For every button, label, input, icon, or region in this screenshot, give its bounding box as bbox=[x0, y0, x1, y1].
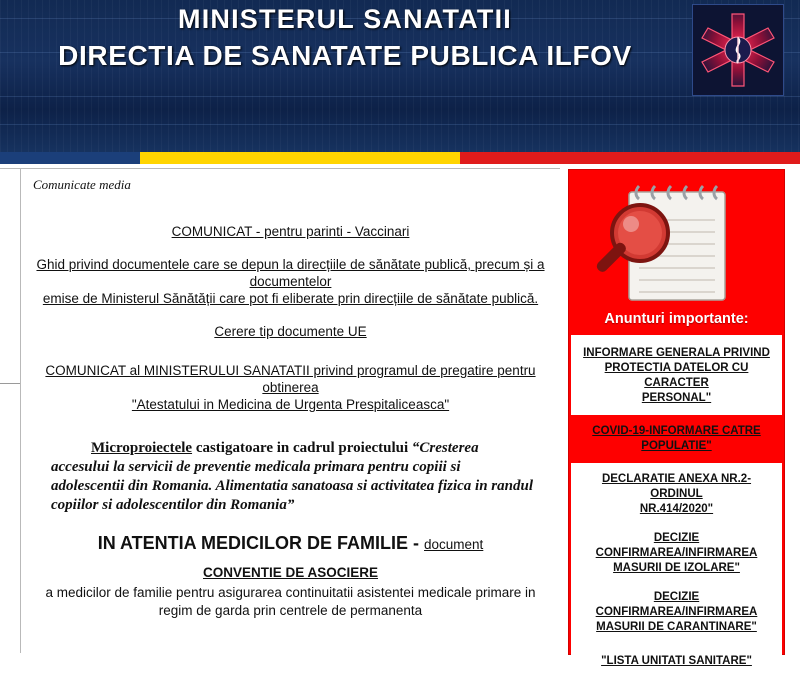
frame-line-top-left bbox=[0, 168, 20, 169]
link-line: DECIZIE CONFIRMAREA/INFIRMAREA bbox=[595, 591, 758, 618]
link-comunicat-urgenta-line2[interactable]: "Atestatului in Medicina de Urgenta Prespitaliceasca" bbox=[131, 397, 450, 412]
banner-title-block bbox=[0, 2, 690, 74]
stripe-seg bbox=[460, 152, 800, 164]
link-lista-unitati-sanitare[interactable] bbox=[571, 642, 782, 676]
link-comunicat-parinti-vaccinari[interactable]: COMUNICAT - pentru parinti - Vaccinari bbox=[171, 224, 410, 239]
link-comunicat-urgenta-line1[interactable]: COMUNICAT al MINISTERULUI SANATATII privind programul de pregatire pentru obtinerea bbox=[45, 363, 536, 395]
link-decizie-izolare[interactable] bbox=[571, 524, 782, 583]
link-microproiecte[interactable]: Microproiectele bbox=[91, 440, 193, 456]
institution-title: DIRECTIA DE SANATATE PUBLICA ILFOV bbox=[58, 40, 632, 71]
link-line: PERSONAL" bbox=[641, 392, 712, 404]
microproiecte-text-plain: castigatoare in cadrul proiectului bbox=[192, 440, 412, 456]
link-declaratie-anexa-2[interactable] bbox=[571, 465, 782, 524]
stripe-seg bbox=[0, 152, 140, 164]
medical-caduceus-logo-icon bbox=[692, 4, 784, 96]
stripe-seg bbox=[140, 152, 460, 164]
link-ghid-documente-line1[interactable]: Ghid privind documentele care se depun la direcțiile de sănătate publică, precum și a documentelor bbox=[36, 257, 545, 289]
link-line: NR.414/2020" bbox=[639, 503, 714, 515]
link-line: MASURII DE CARANTINARE" bbox=[596, 621, 757, 633]
sidebar-title: Anunturi importante: bbox=[604, 311, 749, 327]
link-document-medici-familie[interactable]: document bbox=[424, 537, 484, 552]
link-covid-19-informare[interactable] bbox=[571, 415, 782, 463]
color-stripe bbox=[0, 152, 800, 164]
item-ghid-documente bbox=[21, 256, 560, 307]
item-comunicat-urgenta bbox=[21, 362, 560, 413]
link-ghid-documente-line2[interactable]: emise de Ministerul Sănătății care pot fi eliberate prin direcțiile de sănătate publică. bbox=[42, 291, 539, 306]
sidebar-links-list bbox=[571, 335, 782, 676]
link-line: POPULATIE" bbox=[641, 440, 712, 452]
microproiecte-text-italic: “Cresterea accesului la servicii de preventie medicala primara pentru copiii si adolescentii din Romania. Alimentatia sanatoasa si activitatea fizica in randul copiilor si adolescentilor din Romania” bbox=[51, 440, 533, 513]
main-column bbox=[21, 169, 560, 653]
notepad-magnifier-icon bbox=[569, 170, 784, 305]
site-header-banner bbox=[0, 0, 800, 152]
link-line: PROTECTIA DATELOR CU CARACTER bbox=[604, 362, 749, 389]
conventie-line2: regim de garda prin centrele de permanenta bbox=[158, 603, 423, 618]
item-cerere-documente-ue bbox=[21, 323, 560, 340]
link-line: COVID-19-INFORMARE CATRE bbox=[592, 425, 761, 437]
conventie-line1: a medicilor de familie pentru asigurarea continuitatii asistentei medicale primare in bbox=[45, 585, 536, 600]
link-line: DECLARATIE ANEXA NR.2-ORDINUL bbox=[601, 473, 752, 500]
conventie-title[interactable]: CONVENTIE DE ASOCIERE bbox=[202, 565, 379, 580]
ministry-title: MINISTERUL SANATATII bbox=[178, 4, 512, 34]
link-decizie-carantinare[interactable] bbox=[571, 583, 782, 642]
item-comunicat-parinti bbox=[21, 223, 560, 240]
link-cerere-documente-ue[interactable]: Cerere tip documente UE bbox=[214, 324, 367, 339]
frame-line-left-mid bbox=[0, 383, 20, 384]
link-line: "LISTA UNITATI SANITARE" bbox=[601, 655, 752, 667]
link-line: INFORMARE GENERALA PRIVIND bbox=[583, 347, 770, 359]
heading-medici-familie-text: IN ATENTIA MEDICILOR DE FAMILIE - bbox=[97, 533, 425, 553]
sidebar-announcements bbox=[568, 169, 785, 667]
link-line: MASURII DE IZOLARE" bbox=[613, 562, 740, 574]
link-line: DECIZIE CONFIRMAREA/INFIRMAREA bbox=[595, 532, 758, 559]
section-label-comunicate-media: Comunicate media bbox=[33, 177, 131, 192]
announcements-list bbox=[21, 223, 560, 620]
heading-medici-familie bbox=[21, 533, 560, 554]
paragraph-microproiecte bbox=[21, 439, 560, 515]
block-conventie-asociere bbox=[21, 564, 560, 620]
link-informare-protectia-datelor[interactable] bbox=[571, 339, 782, 413]
